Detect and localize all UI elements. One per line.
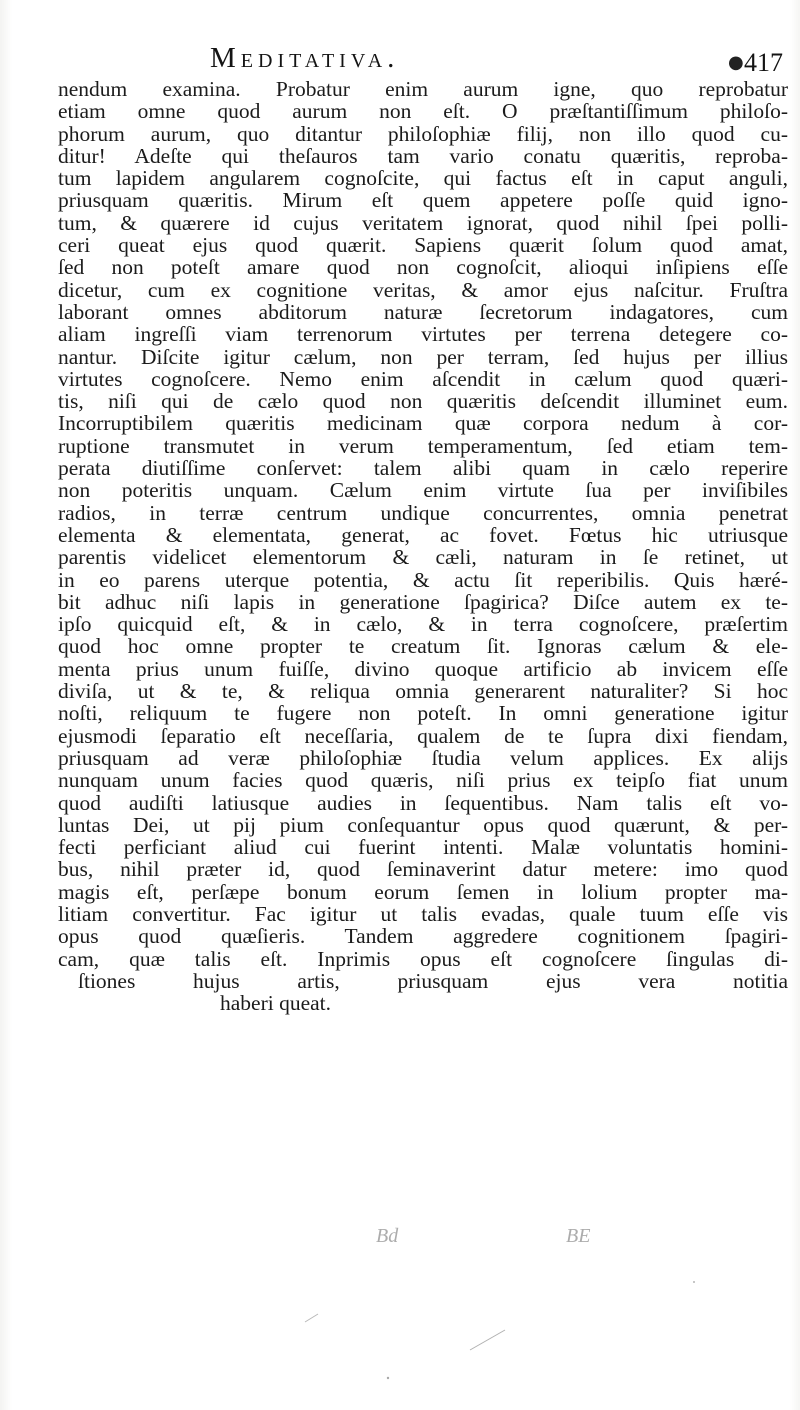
- ink-speck: [387, 1377, 389, 1379]
- text-line: dicetur, cum ex cognitione veritas, & amor ejus naſcitur. Fruſtra: [58, 277, 788, 302]
- text-line: noſti, reliquum te fugere non poteſt. In omni generatione igitur: [58, 701, 788, 726]
- text-line-final: haberi queat.: [220, 991, 332, 1016]
- text-line: nendum examina. Probatur enim aurum igne, quo reprobatur: [58, 77, 788, 101]
- text-line: non poteritis unquam. Cælum enim virtute ſua per inviſibiles: [58, 478, 788, 503]
- text-line: in eo parens uterque potentia, & actu ſit reperibilis. Quis hæré-: [58, 567, 788, 592]
- text-line: litiam convertitur. Fac igitur ut talis evadas, quale tuum eſſe vis: [58, 901, 788, 926]
- text-line: radios, in terræ centrum undique concurrentes, omnia penetrat: [58, 500, 788, 525]
- text-line: laborant omnes abditorum naturæ ſecretorum indagatores, cum: [58, 299, 788, 324]
- text-line: nantur. Diſcite igitur cælum, non per terram, ſed hujus per illius: [58, 344, 788, 369]
- text-line: opus quod quæſieris. Tandem aggredere cognitionem ſpagiri-: [58, 924, 788, 949]
- signature-mark-right: BE: [566, 1225, 591, 1247]
- text-line: bus, nihil præter id, quod ſeminaverint datur metere: imo quod: [58, 857, 788, 882]
- text-line: priusquam ad veræ philoſophiæ ſtudia velum applices. Ex alijs: [58, 745, 788, 770]
- signature-mark-left: Bd: [376, 1225, 399, 1247]
- text-line: ruptione transmutet in verum temperamentum, ſed etiam tem-: [58, 433, 788, 458]
- text-line: virtutes cognoſcere. Nemo enim aſcendit in cælum quod quæri-: [58, 366, 788, 391]
- text-line: nunquam unum facies quod quæris, niſi prius ex teipſo fiat unum: [58, 768, 788, 793]
- text-line: aliam ingreſſi viam terrenorum virtutes per terrena detegere co-: [58, 322, 788, 347]
- bullet-mark-icon: ●: [728, 52, 744, 73]
- text-line: ejusmodi ſeparatio eſt neceſſaria, qualem de te ſupra dixi fiendam,: [58, 723, 788, 748]
- text-line: Incorruptibilem quæritis medicinam quæ corpora nedum à cor-: [58, 411, 788, 436]
- text-line: elementa & elementata, generat, ac fovet. Fœtus hic utriusque: [58, 522, 788, 547]
- signature-marks: [0, 1225, 800, 1265]
- text-line: tis, niſi qui de cælo quod non quæritis deſcendit illuminet eum.: [58, 389, 788, 414]
- text-line: fecti perficiant aliud cui fuerint intenti. Malæ voluntatis homini-: [58, 835, 788, 860]
- text-line: ſtiones hujus artis, priusquam ejus vera notitia: [78, 968, 788, 993]
- text-line: luntas Dei, ut pij pium conſequantur opus quod quærunt, & per-: [58, 812, 788, 837]
- faint-stroke-mark: [470, 1330, 505, 1350]
- text-line: ſed non poteſt amare quod non cognoſcit, alioqui inſipiens eſſe: [58, 255, 788, 280]
- text-line: tum, & quærere id cujus veritatem ignorat, quod nihil ſpei polli-: [58, 210, 788, 235]
- text-line: ipſo quicquid eſt, & in cælo, & in terra cognoſcere, præſertim: [58, 612, 788, 637]
- text-line: cam, quæ talis eſt. Inprimis opus eſt cognoſcere ſingulas di-: [58, 946, 788, 971]
- text-line: quod hoc omne propter te creatum ſit. Ignoras cælum & ele-: [58, 634, 788, 659]
- text-line: perata diutiſſime conſervet: talem alibi quam in cælo reperire: [58, 456, 788, 481]
- text-line: ceri queat ejus quod quærit. Sapiens quærit ſolum quod amat,: [58, 233, 788, 258]
- text-line: parentis videlicet elementorum & cæli, naturam in ſe retinet, ut: [58, 545, 788, 570]
- text-line: etiam omne quod aurum non eſt. O præſtantiſſimum philoſo-: [58, 99, 788, 124]
- page-header: [60, 42, 783, 82]
- body-text: [58, 78, 788, 1014]
- text-line: magis eſt, perſæpe bonum eorum ſemen in lolium propter ma-: [58, 879, 788, 904]
- text-line: menta prius unum fuiſſe, divino quoque artificio ab invicem eſſe: [58, 656, 788, 681]
- text-line: phorum aurum, quo ditantur philoſophiæ filij, non illo quod cu-: [58, 121, 788, 146]
- text-line: bit adhuc niſi lapis in generatione ſpagirica? Diſce autem ex te-: [58, 589, 788, 614]
- text-line: diviſa, ut & te, & reliqua omnia generarent naturaliter? Si hoc: [58, 679, 788, 704]
- text-line: tum lapidem angularem cognoſcite, qui factus eſt in caput anguli,: [58, 166, 788, 191]
- running-title: Meditativa.: [210, 42, 400, 74]
- text-line: priusquam quæritis. Mirum eſt quem appetere poſſe quid igno-: [58, 188, 788, 213]
- text-line: quod audiſti latiusque audies in ſequentibus. Nam talis eſt vo-: [58, 790, 788, 815]
- page-number: 417: [744, 48, 783, 77]
- text-line: ditur! Adeſte qui theſauros tam vario conatu quæritis, reproba-: [58, 143, 788, 168]
- ink-speck: [693, 1281, 695, 1283]
- faint-stroke-mark: [305, 1314, 318, 1322]
